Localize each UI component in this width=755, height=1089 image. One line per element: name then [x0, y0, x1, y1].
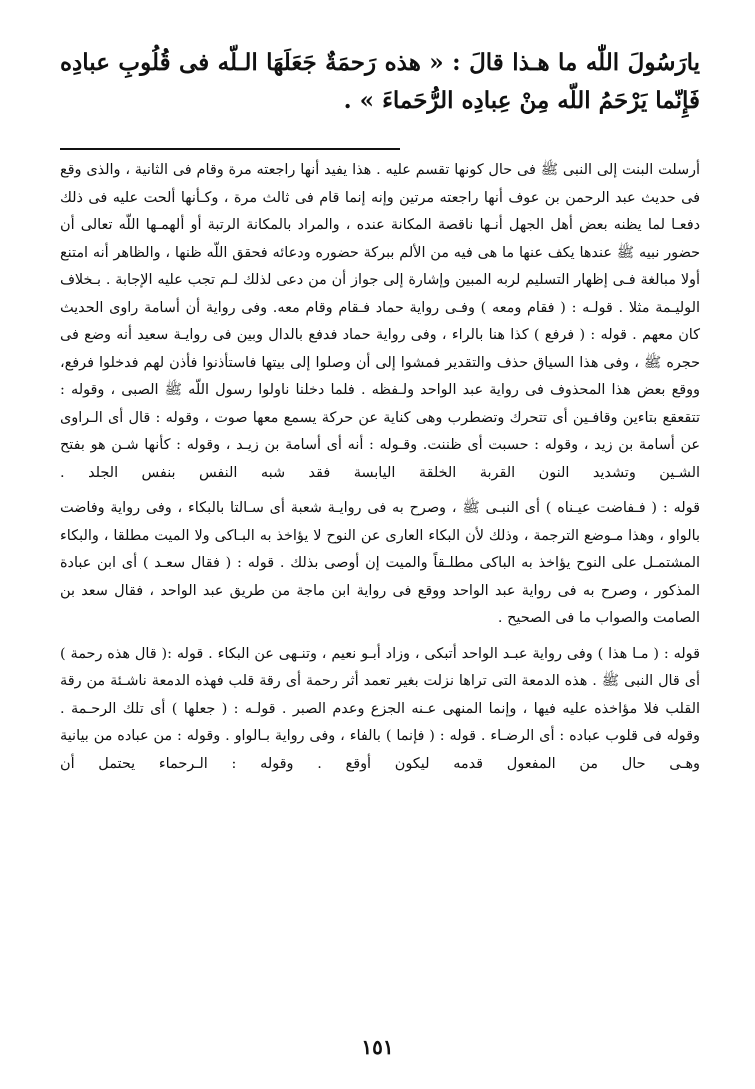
page-number: ١٥١	[361, 1035, 394, 1059]
commentary-paragraph-1: أرسلت البنت إلى النبى ﷺ فى حال كونها تقسم عليه . هذا يفيد أنها راجعته مرة وقام فى الثانية ، والذى وقع فى حديث عبد الرحمن بن عوف أنها راجعته مرتين وإنه إنما قام فى ثالث مرة ، وكـأنها ألحت عليه فى ذلك دفعـا لما يظنه بعض أهل الجهل أنـها ناقصة المكانة عنده ، والمراد بالمكانة الرتبة أو ألهمـها اللّه تعالى أن حضور نبيه ﷺ عندها يكف عنها ما هى فيه من الألم ببركة حضوره ودعائه فحقق اللّه ظنها ، والظاهر أنه امتنع أولا مبالغة فـى إظهار التسليم لربه المبين وإشارة إلى جواز أن من دعى لذلك لـم تجب عليه الإجابة . بـخلاف الوليـمة مثلا . قولـه : ( فقام ومعه ) وفـى رواية حماد فـقام وقام معه. وفى رواية أن أسامة راوى الحديث كان معهم . قوله : ( فرفع ) كذا هنا بالراء ، وفى رواية حماد فدفع بالدال وبين فى روايـة سعيد أنه وضع فى حجره ﷺ ، وفى هذا السياق حذف والتقدير فمشوا إلى أن وصلوا إلى بيتها فاستأذنوا فأذن لهم فدخلوا فرفع، ووقع بعض هذا المحذوف فى رواية عبد الواحد ولـفظه . فلما دخلنا ناولوا رسول اللّه ﷺ الصبى ، وقوله : تتقعقع بتاءين وقافـين أى تتحرك وتضطرب وهى كناية عن حركة يسمع معها صوت ، وقوله : قال أى الـراوى عن أسامة بن زيد ، وقوله : حسبت أى ظننت. وقـوله : أنه أى أسامة بن زيـد ، وقوله : كأنها شـن هو بفتح الشـين وتشديد النون القربة الخلقة اليابسة فقد شبه النفس بنفس الجلد .	[60, 162, 700, 481]
commentary-paragraph-2: قوله : ( فـفاضت عيـناه ) أى النبـى ﷺ ، وصرح به فى روايـة شعبة أى سـالتا بالبكاء ، وفى رواية وفاضت بالواو ، وهذا مـوضع الترجمة ، وذلك لأن البكاء العارى عن النوح لا يؤاخذ به البـاكى ولا الميت مطلقا ، والبكاء المشتمـل على النوح يؤاخذ به الباكى مطلـقاً والميت إن أوصى بذلك . قوله : ( فقال سعـد ) أى ابن عبادة المذكور ، وصرح به فى رواية عبد الواحد ووقع فى رواية ابن ماجة من طريق عبد الواحد ، فقال سعد بن الصامت والصواب ما فى الصحيح .	[60, 500, 700, 626]
commentary-paragraph-3: قوله : ( مـا هذا ) وفى رواية عبـد الواحد أتبكى ، وزاد أبـو نعيم ، وتنـهى عن البكاء . قوله :( قال هذه رحمة ) أى قال النبى ﷺ . هذه الدمعة التى تراها نزلت بغير تعمد أثر رحمة أى رقة قلب فهذه الدمعة ناشـئة من رقة القلب فلا مؤاخذه عليه فيها ، وإنما المنهى عـنه الجزع وعدم الصبر . قولـه : ( جعلها ) أى تلك الرحـمة . وقوله فى قلوب عباده : أى الرضـاء . قوله : ( فإنما ) بالفاء ، وفى رواية بـالواو . وقوله : من عباده من بيانية وهـى حال من المفعول قدمه ليكون أوقع . وقوله : الـرحماء يحتمل أن	[60, 645, 700, 772]
separator-rule	[60, 148, 400, 150]
commentary-block	[60, 157, 700, 778]
hadith-text: يارَسُولَ اللّٰه ما هـذا قالَ : « هذه رَحمَةٌ جَعَلَهَا الـلّه فى قُلُوبِ عبادِه فَإِنّما يَرْحَمُ اللّه مِنْ عِبادِه الرُّحَماءَ » .	[60, 49, 700, 114]
hadith-block	[60, 36, 700, 120]
